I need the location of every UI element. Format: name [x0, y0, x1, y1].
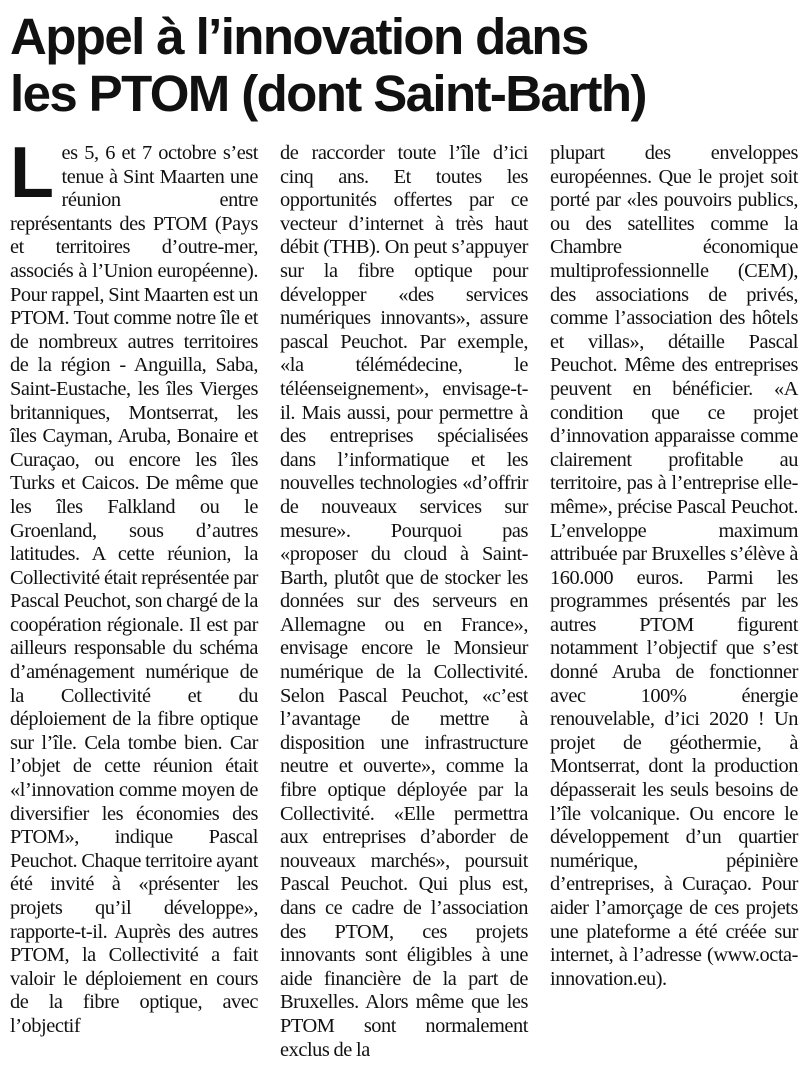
headline-line-1: Appel à l’innovation dans	[10, 8, 588, 65]
headline	[10, 8, 798, 122]
drop-cap: L	[10, 133, 54, 213]
column-1-text: es 5, 6 et 7 octobre s’est tenue à Sint Maarten une réunion entre représentants des PTOM (Pays et territoires d’outre-mer, associés à l’Union européenne). Pour rappel, Sint Maarten est un PTOM. Tout comme notre île et de nombreux autres territoires de la région - Anguilla, Saba, Saint-Eustache, les îles Vierges britanniques, Montserrat, les îles Cayman, Aruba, Bonaire et Curaçao, ou encore les îles Turks et Caicos. De même que les îles Falkland ou le Groenland, sous d’autres latitudes. A cette réunion, la Collectivité était représentée par Pascal Peuchot, son chargé de la coopération régionale. Il est par ailleurs responsable du schéma d’aménagement numérique de la Collectivité et du déploiement de la fibre optique sur l’île. Cela tombe bien. Car l’objet de cette réunion était «l’innovation comme moyen de diversifier les économies des PTOM», indique Pascal Peuchot. Chaque territoire ayant été invité à «présenter les projets qu’il développe», rapporte-t-il. Auprès des autres PTOM, la Collectivité a fait valoir le déploiement en cours de la fibre optique, avec l’objectif	[10, 142, 258, 1037]
article-column-1	[10, 133, 258, 1062]
column-3-text: plupart des enveloppes européennes. Que le projet soit porté par «les pouvoirs publics, ou des satellites comme la Chambre économique multiprofessionnelle (CEM), des associations de privés, comme l’association des hôtels et villas», détaille Pascal Peuchot. Même des entreprises peuvent en bénéficier. «A condition que ce projet d’innovation apparaisse comme clairement profitable au territoire, pas à l’entreprise elle-même», précise Pascal Peuchot. L’enveloppe maximum attribuée par Bruxelles s’élève à 160.000 euros. Parmi les programmes présentés par les autres PTOM figurent notamment l’objectif que s’est donné Aruba de fonctionner avec 100% énergie renouvelable, d’ici 2020 ! Un projet de géothermie, à Montserrat, dont la production dépasserait les seuls besoins de l’île volcanique. Ou encore le développement d’un quartier numérique, pépinière d’entreprises, à Curaçao. Pour aider l’amorçage de ces projets une plateforme a été créée sur internet, à l’adresse (www.octa-innovation.eu).	[550, 142, 798, 990]
article-body	[10, 133, 798, 1062]
headline-line-2: les PTOM (dont Saint-Barth)	[10, 65, 646, 122]
column-2-text: de raccorder toute l’île d’ici cinq ans. Et toutes les opportunités offertes par ce vecteur d’internet à très haut débit (THB). On peut s’appuyer sur la fibre optique pour développer «des services numériques innovants», assure pascal Peuchot. Par exemple, «la télémédecine, le téléenseignement», envisage-t-il. Mais aussi, pour permettre à des entreprises spécialisées dans l’informatique et les nouvelles technologies «d’offrir de nouveaux services sur mesure». Pourquoi pas «proposer du cloud à Saint-Barth, plutôt que de stocker les données sur des serveurs en Allemagne ou en France», envisage encore le Monsieur numérique de la Collectivité. Selon Pascal Peuchot, «c’est l’avantage de mettre à disposition une infrastructure neutre et ouverte», comme la fibre optique déployée par la Collectivité. «Elle permettra aux entreprises d’aborder de nouveaux marchés», poursuit Pascal Peuchot. Qui plus est, dans ce cadre de l’association des PTOM, ces projets innovants sont éligibles à une aide financière de la part de Bruxelles. Alors même que les PTOM sont normalement exclus de la	[280, 142, 528, 1061]
article-column-2	[280, 142, 528, 1062]
article-column-3	[550, 142, 798, 1062]
